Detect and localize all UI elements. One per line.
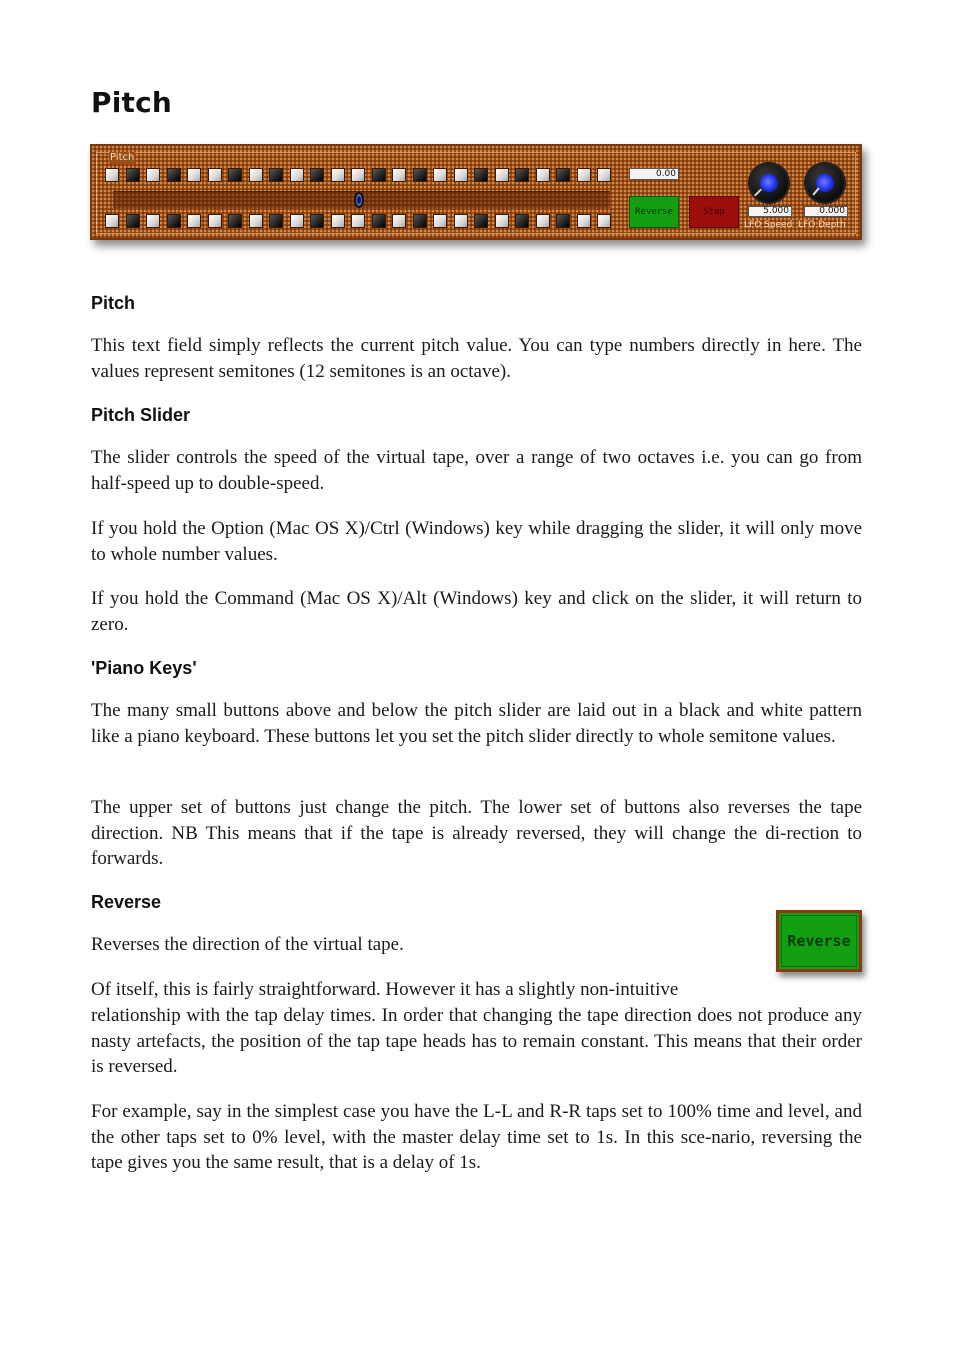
pitch-slider-paragraph-1: The slider controls the speed of the virtual tape, over a range of two octaves i.e. you can go from half-speed up to double-speed.: [91, 447, 862, 494]
upper-piano-key[interactable]: [208, 168, 222, 182]
lower-piano-key[interactable]: [249, 214, 263, 228]
upper-piano-key[interactable]: [126, 168, 140, 182]
pitch-slider-paragraph-3: If you hold the Command (Mac OS X)/Alt (Windows) key and click on the slider, it will return to zero.: [91, 588, 862, 635]
piano-keys-paragraph-1: The many small buttons above and below the pitch slider are laid out in a black and white pattern like a piano keyboard. These buttons let you set the pitch slider directly to whole semitone values.: [91, 700, 862, 747]
upper-piano-key[interactable]: [167, 168, 181, 182]
lower-piano-key[interactable]: [536, 214, 550, 228]
upper-piano-key[interactable]: [536, 168, 550, 182]
lower-piano-key[interactable]: [413, 214, 427, 228]
page-title: Pitch: [91, 86, 173, 119]
knob-pointer-icon: [754, 189, 762, 197]
reverse-button[interactable]: Reverse: [629, 196, 679, 228]
upper-piano-key[interactable]: [495, 168, 509, 182]
lower-piano-key[interactable]: [495, 214, 509, 228]
lower-piano-key[interactable]: [392, 214, 406, 228]
upper-piano-key[interactable]: [556, 168, 570, 182]
lower-piano-key[interactable]: [597, 214, 611, 228]
lower-piano-keys: [105, 214, 611, 228]
upper-piano-key[interactable]: [187, 168, 201, 182]
lower-piano-key[interactable]: [454, 214, 468, 228]
heading-piano-keys: 'Piano Keys': [91, 658, 197, 678]
lower-piano-key[interactable]: [515, 214, 529, 228]
upper-piano-key[interactable]: [515, 168, 529, 182]
lower-piano-key[interactable]: [577, 214, 591, 228]
upper-piano-key[interactable]: [392, 168, 406, 182]
lower-piano-key[interactable]: [126, 214, 140, 228]
stop-button[interactable]: Stop: [689, 196, 739, 228]
lower-piano-key[interactable]: [105, 214, 119, 228]
lfo-speed-field[interactable]: 5.000: [748, 206, 792, 217]
upper-piano-key[interactable]: [372, 168, 386, 182]
upper-piano-key[interactable]: [146, 168, 160, 182]
upper-piano-key[interactable]: [228, 168, 242, 182]
upper-piano-key[interactable]: [474, 168, 488, 182]
lfo-depth-knob[interactable]: [804, 162, 846, 204]
lower-piano-key[interactable]: [208, 214, 222, 228]
lower-piano-key[interactable]: [228, 214, 242, 228]
panel-title: Pitch: [110, 152, 135, 163]
lower-piano-key[interactable]: [351, 214, 365, 228]
pitch-slider[interactable]: [113, 191, 610, 208]
lower-piano-key[interactable]: [331, 214, 345, 228]
reverse-button-figure: Reverse: [776, 910, 862, 972]
pitch-value-field[interactable]: 0.00: [629, 168, 679, 180]
pitch-paragraph: This text field simply reflects the current pitch value. You can type numbers directly in here. The values represent semitones (12 semitones is an octave).: [91, 335, 862, 382]
pitch-slider-paragraph-2: If you hold the Option (Mac OS X)/Ctrl (Windows) key while dragging the slider, it will only move to whole number values.: [91, 518, 862, 565]
lfo-speed-knob[interactable]: [748, 162, 790, 204]
pitch-slider-thumb[interactable]: [354, 192, 364, 208]
reverse-paragraph-1: Reverses the direction of the virtual tape.: [91, 934, 404, 955]
lfo-depth-field[interactable]: 0.000: [804, 206, 848, 217]
upper-piano-key[interactable]: [105, 168, 119, 182]
lfo-speed-label: LFO Speed: [744, 220, 793, 230]
lower-piano-key[interactable]: [167, 214, 181, 228]
knob-center-icon: [760, 174, 778, 192]
upper-piano-key[interactable]: [351, 168, 365, 182]
reverse-paragraph-2: relationship with the tap delay times. In order that changing the tape direction does not produce any nasty artefacts, the position of the tap tape heads has to remain constant. This means that their order is reversed.: [91, 1005, 862, 1078]
upper-piano-key[interactable]: [577, 168, 591, 182]
upper-piano-keys: [105, 168, 611, 182]
lower-piano-key[interactable]: [269, 214, 283, 228]
pitch-panel: [90, 144, 862, 240]
upper-piano-key[interactable]: [454, 168, 468, 182]
lower-piano-key[interactable]: [433, 214, 447, 228]
reverse-paragraph-3: For example, say in the simplest case you have the L-L and R-R taps set to 100% time and level, and the other taps set to 0% level, with the master delay time set to 1s. In this sce-nario, reversing the tape gives you the same result, that is a delay of 1s.: [91, 1101, 862, 1174]
upper-piano-key[interactable]: [433, 168, 447, 182]
upper-piano-key[interactable]: [597, 168, 611, 182]
upper-piano-key[interactable]: [310, 168, 324, 182]
lower-piano-key[interactable]: [290, 214, 304, 228]
upper-piano-key[interactable]: [290, 168, 304, 182]
piano-keys-paragraph-2: The upper set of buttons just change the pitch. The lower set of buttons also reverses the tape direction. NB This means that if the tape is already reversed, they will change the di-rection to forwards.: [91, 797, 862, 870]
upper-piano-key[interactable]: [331, 168, 345, 182]
heading-pitch-slider: Pitch Slider: [91, 405, 191, 425]
lower-piano-key[interactable]: [556, 214, 570, 228]
reverse-paragraph-2-line1: Of itself, this is fairly straightforward. However it has a slightly non-intuitive: [91, 979, 679, 1000]
heading-pitch: Pitch: [91, 293, 136, 313]
lower-piano-key[interactable]: [310, 214, 324, 228]
lower-piano-key[interactable]: [146, 214, 160, 228]
heading-reverse: Reverse: [91, 892, 162, 912]
upper-piano-key[interactable]: [269, 168, 283, 182]
lower-piano-key[interactable]: [187, 214, 201, 228]
lfo-depth-label: LFO Depth: [798, 220, 846, 230]
knob-pointer-icon: [812, 187, 819, 195]
lower-piano-key[interactable]: [474, 214, 488, 228]
upper-piano-key[interactable]: [413, 168, 427, 182]
lower-piano-key[interactable]: [372, 214, 386, 228]
upper-piano-key[interactable]: [249, 168, 263, 182]
